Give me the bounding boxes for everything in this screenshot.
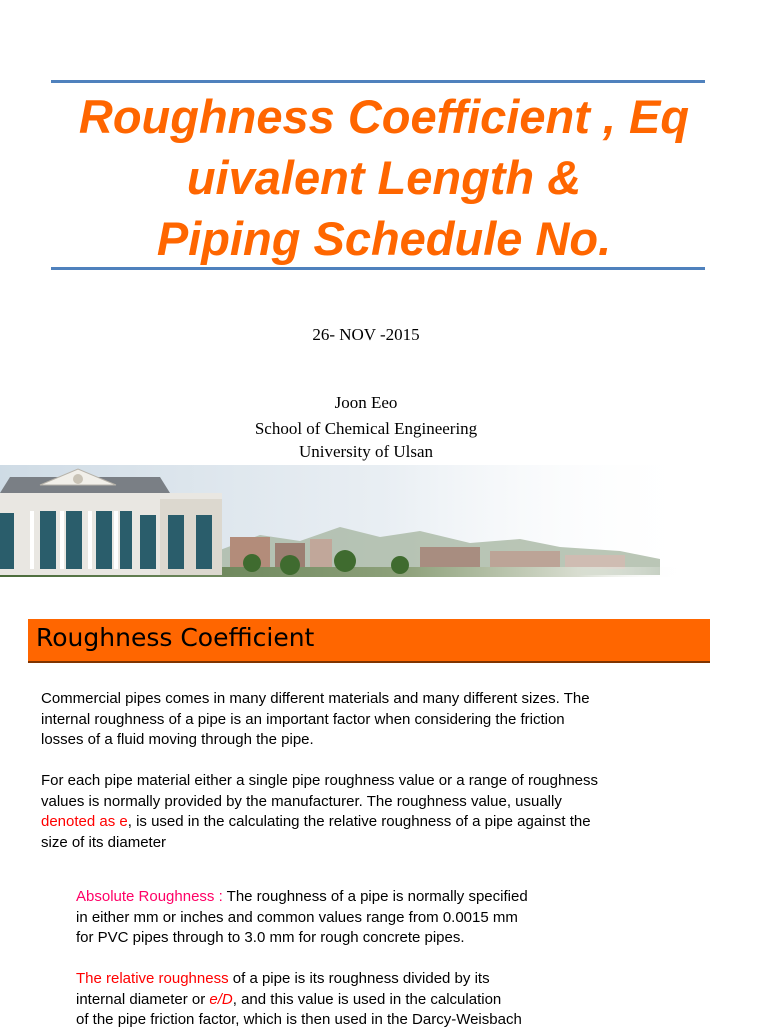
para2-line-3 [41,812,731,833]
absolute-roughness-term: Absolute Roughness : [76,888,223,905]
para1-line-3: losses of a fluid moving through the pipe. [41,731,314,748]
absolute-line-1-rest: The roughness of a pipe is normally specified [222,888,528,905]
e-over-d-ratio: e/D [209,990,233,1008]
absolute-line-1 [76,887,696,908]
presentation-date: 26- NOV -2015 [312,325,420,344]
para1-line-2: internal roughness of a pipe is an important factor when considering the friction [41,710,565,728]
author-name: Joon Eeo [334,393,398,412]
para2-line-4: size of its diameter [41,833,167,851]
bottom-rule [51,267,705,270]
paragraph-commercial-pipes [41,689,731,751]
relative-roughness-term: The relative roughness [76,970,229,987]
denoted-as-e-highlight: denoted as e [41,813,128,830]
roughness-slide [0,600,768,1028]
para2-line-2: values is normally provided by the manufacturer. The roughness value, usually [41,792,562,810]
relative-line-2-pre: internal diameter or [76,990,210,1008]
para1-line-1: Commercial pipes comes in many different materials and many different sizes. The [41,690,590,707]
absolute-line-2: in either mm or inches and common values range from 0.0015 mm [76,908,518,926]
paragraph-absolute-roughness [76,887,696,949]
paragraph-relative-roughness [76,969,696,1031]
relative-line-1 [76,969,696,990]
para2-line-3-rest: , is used in the calculating the relative roughness of a pipe against the [127,813,591,830]
relative-line-2 [76,990,696,1011]
relative-line-2-rest: , and this value is used in the calculation [232,990,502,1008]
section-heading: Roughness Coefficient [36,623,315,652]
top-rule [51,80,705,83]
title-line-1: Roughness Coefficient , Eq [78,90,690,143]
slide-title [40,86,728,269]
paragraph-pipe-material [41,771,731,853]
section-banner [28,619,710,663]
relative-line-1-rest: of a pipe is its roughness divided by its [228,970,490,987]
relative-line-3: of the pipe friction factor, which is then used in the Darcy-Weisbach [76,1011,522,1028]
title-line-2: uivalent Length & [186,151,582,204]
absolute-line-3: for PVC pipes through to 3.0 mm for rough concrete pipes. [76,929,465,946]
title-line-3: Piping Schedule No. [156,212,612,265]
university-name: University of Ulsan [298,442,434,461]
school-name: School of Chemical Engineering [254,419,478,438]
campus-building-image [0,455,768,585]
para2-line-1: For each pipe material either a single pipe roughness value or a range of roughness [41,772,599,789]
